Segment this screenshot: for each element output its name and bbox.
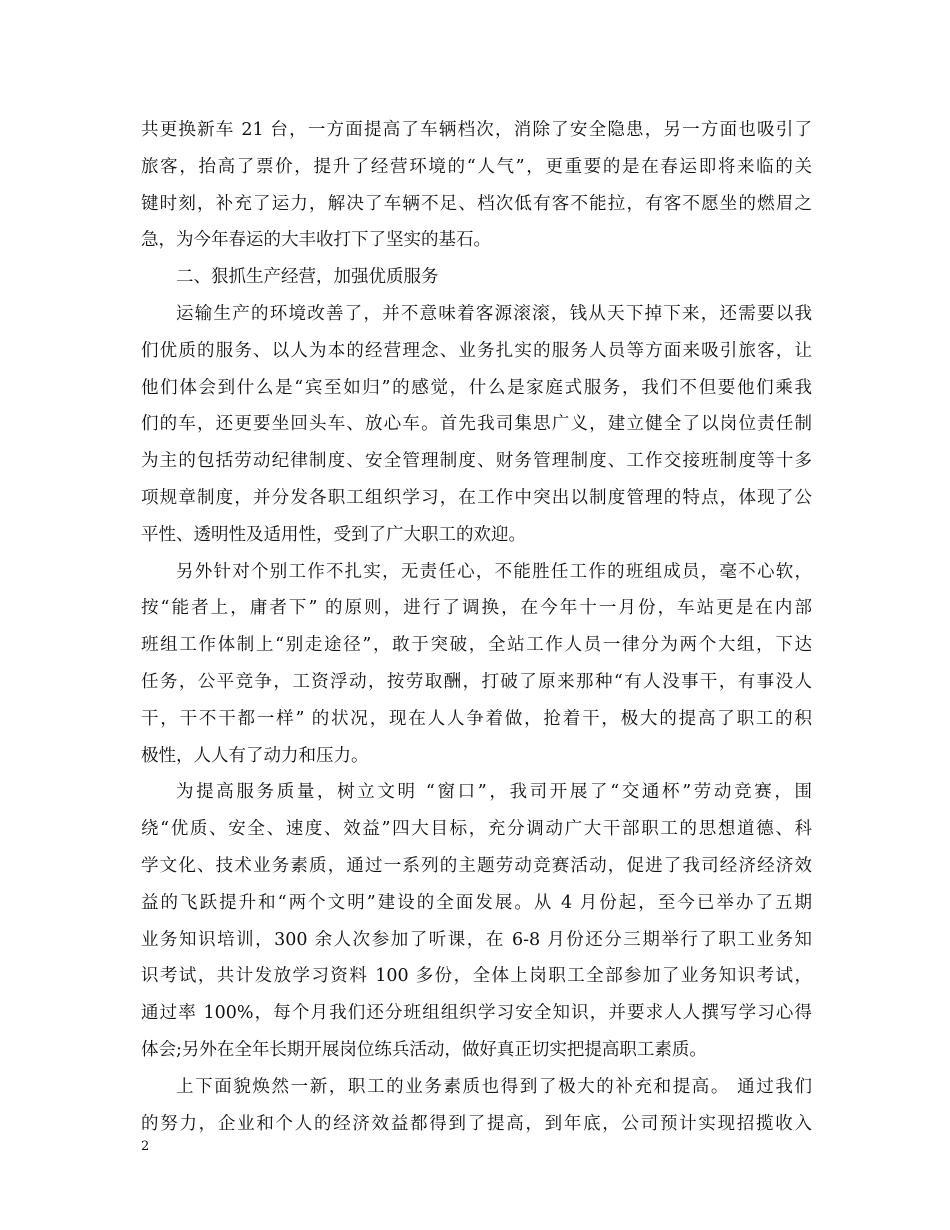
text-line: 的努力，企业和个人的经济效益都得到了提高，到年底，公司预计实现招揽收入 [141,1113,812,1134]
heading-line: 二、狠抓生产经营，加强优质服务 [176,267,439,288]
page-number: 2 [141,1139,150,1154]
text-line: 为提高服务质量，树立文明 “窗口”，我司开展了“交通杯”劳动竞赛，围 [176,782,812,803]
text-line: 任务，公平竞争，工资浮动，按劳取酬，打破了原来那种“有人没事干，有事没人 [141,671,812,692]
text-line: 益的飞跃提升和“两个文明”建设的全面发展。从 4 月份起，至今已举办了五期 [141,892,812,913]
text-line: 班组工作体制上“别走途径”，敢于突破，全站工作人员一律分为两个大组，下达 [141,635,812,656]
paragraph [141,554,812,775]
text-line: 急，为今年春运的大丰收打下了坚实的基石。 [141,230,491,251]
text-line: 干，干不干都一样” 的状况，现在人人争着做，抢着干，极大的提高了职工的积 [141,708,812,729]
text-line: 上下面貌焕然一新，职工的业务素质也得到了极大的补充和提高。 通过我们 [176,1076,812,1097]
text-line: 为主的包括劳动纪律制度、安全管理制度、财务管理制度、工作交接班制度等十多 [141,451,812,472]
section-heading [141,259,812,296]
text-line: 识考试，共计发放学习资料 100 多份，全体上岗职工全部参加了业务知识考试， [141,966,812,987]
paragraph-continuation [141,112,812,259]
text-line: 们优质的服务、以人为本的经营理念、业务扎实的服务人员等方面来吸引旅客，让 [141,340,812,361]
text-line: 学文化、技术业务素质，通过一系列的主题劳动竞赛活动，促进了我司经济经济效 [141,855,812,876]
text-line: 项规章制度，并分发各职工组织学习，在工作中突出以制度管理的特点，体现了公 [141,487,812,508]
text-line: 通过率 100%，每个月我们还分班组组织学习安全知识，并要求人人撰写学习心得 [141,1003,812,1024]
text-line: 体会;另外在全年长期开展岗位练兵活动，做好真正切实把提高职工素质。 [141,1039,707,1060]
paragraph [141,296,812,554]
paragraph [141,774,812,1068]
text-line: 运输生产的环境改善了，并不意味着客源滚滚，钱从天下掉下来，还需要以我 [176,303,812,324]
text-line: 旅客，抬高了票价，提升了经营环境的“人气”，更重要的是在春运即将来临的关 [141,156,812,177]
text-line: 按“能者上，庸者下” 的原则，进行了调换，在今年十一月份，车站更是在内部 [141,598,812,619]
text-line: 们的车，还更要坐回头车、放心车。首先我司集思广义，建立健全了以岗位责任制 [141,414,812,435]
text-line: 业务知识培训，300 余人次参加了听课，在 6-8 月份还分三期举行了职工业务知 [141,929,812,950]
text-line: 另外针对个别工作不扎实，无责任心，不能胜任工作的班组成员，毫不心软， [176,561,812,582]
document-body [141,112,812,1142]
paragraph [141,1069,812,1143]
text-line: 极性，人人有了动力和压力。 [141,745,369,766]
text-line: 共更换新车 21 台，一方面提高了车辆档次，消除了安全隐患，另一方面也吸引了 [141,120,812,140]
text-line: 键时刻，补充了运力，解决了车辆不足、档次低有客不能拉，有客不愿坐的燃眉之 [141,193,812,214]
text-line: 绕“优质、安全、速度、效益”四大目标，充分调动广大干部职工的思想道德、科 [141,819,812,840]
text-line: 他们体会到什么是“宾至如归”的感觉，什么是家庭式服务，我们不但要他们乘我 [141,377,812,398]
text-line: 平性、透明性及适用性，受到了广大职工的欢迎。 [141,524,526,545]
